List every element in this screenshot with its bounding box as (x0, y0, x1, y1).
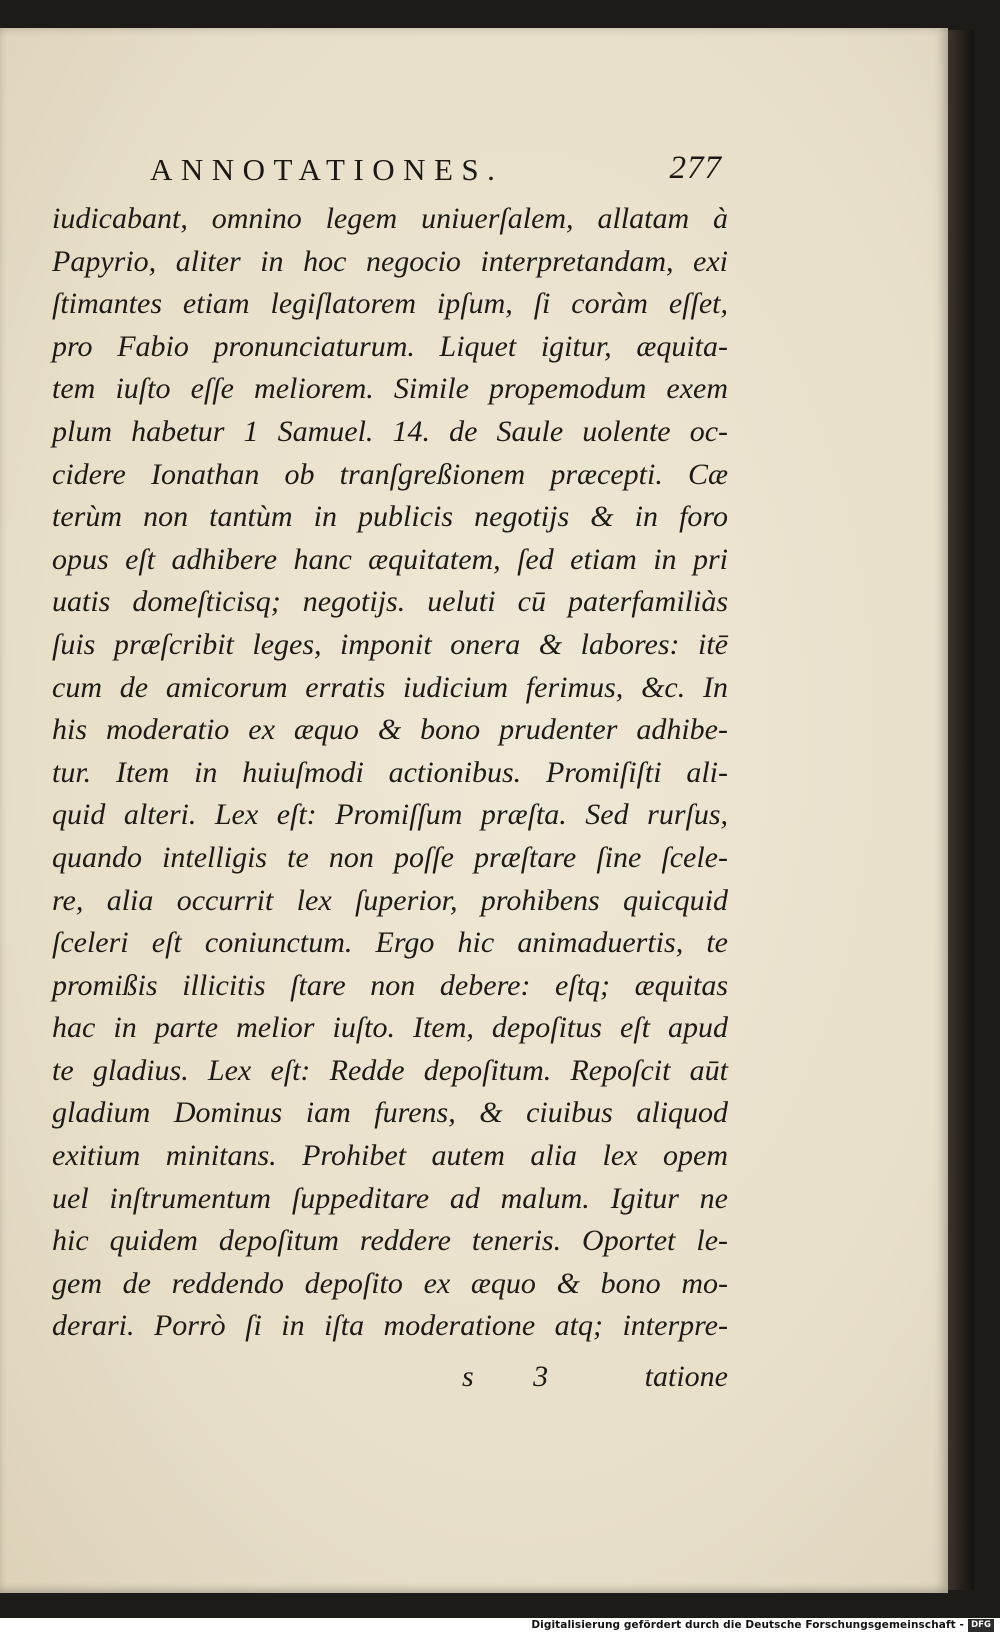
running-head-title: ANNOTATIONES. (150, 152, 504, 187)
text-line: tem iuſto eſſe meliorem. Simile propemodum exem (52, 372, 728, 406)
text-line: ſtimantes etiam legiſlatorem ipſum, ſi coràm eſſet, (52, 287, 728, 321)
text-line: quid alteri. Lex eſt: Promiſſum præſta. Sed rurſus, (52, 798, 728, 832)
text-line: his moderatio ex æquo & bono prudenter adhibe- (52, 713, 728, 747)
footer-credit: Digitalisierung gefördert durch die Deutsche Forschungsgemeinschaft - (531, 1619, 964, 1631)
text-line: Papyrio, aliter in hoc negocio interpretandam, exi (52, 244, 728, 278)
text-line: uatis domeſticisq; negotijs. ueluti cū paterfamiliàs (52, 585, 728, 619)
text-line: terùm non tantùm in publicis negotijs & in foro (52, 500, 728, 534)
text-line: iudicabant, omnino legem uniuerſalem, allatam à (52, 202, 728, 235)
page-number: 277 (669, 150, 722, 186)
text-line: opus eſt adhibere hanc æquitatem, ſed etiam in pri (52, 542, 728, 576)
dfg-logo: DFG (968, 1619, 994, 1632)
text-line: hac in parte melior iuſto. Item, depoſitus eſt apud (52, 1011, 728, 1045)
text-line: gem de reddendo depoſito ex æquo & bono mo- (52, 1266, 728, 1300)
catchword: tatione (644, 1360, 728, 1393)
text-line: uel inſtrumentum ſuppeditare ad malum. Igitur ne (52, 1181, 728, 1215)
text-line: cum de amicorum erratis iudicium ferimus, &c. In (52, 670, 728, 704)
text-line: gladium Dominus iam furens, & ciuibus aliquod (52, 1096, 728, 1130)
running-head (150, 152, 722, 202)
book-fore-edge (948, 30, 974, 1590)
text-line: plum habetur 1 Samuel. 14. de Saule uolente oc- (52, 414, 728, 448)
text-line: tur. Item in huiuſmodi actionibus. Promiſiſti ali- (52, 755, 728, 789)
signature-mark: s 3 (462, 1360, 575, 1393)
text-line: exitium minitans. Prohibet autem alia lex opem (52, 1139, 728, 1173)
text-line: pro Fabio pronunciaturum. Liquet igitur, æquita- (52, 329, 728, 363)
text-line: re, alia occurrit lex ſuperior, prohibens quicquid (52, 883, 728, 917)
text-line: promißis illicitis ſtare non debere: eſtq; æquitas (52, 968, 728, 1002)
text-line: te gladius. Lex eſt: Redde depoſitum. Repoſcit aūt (52, 1053, 728, 1087)
text-line: cidere Ionathan ob tranſgreßionem præcepti. Cæ (52, 457, 728, 491)
text-line: derari. Porrò ſi in iſta moderatione atq; interpre- (52, 1309, 728, 1343)
text-line: hic quidem depoſitum reddere teneris. Oportet le- (52, 1224, 728, 1258)
body-text (52, 198, 728, 1348)
page-foot (52, 1360, 728, 1400)
text-line: quando intelligis te non poſſe præſtare ſine ſcele- (52, 840, 728, 874)
text-line: ſuis præſcribit leges, imponit onera & labores: itē (52, 627, 728, 661)
text-line: ſceleri eſt coniunctum. Ergo hic animaduertis, te (52, 926, 728, 960)
